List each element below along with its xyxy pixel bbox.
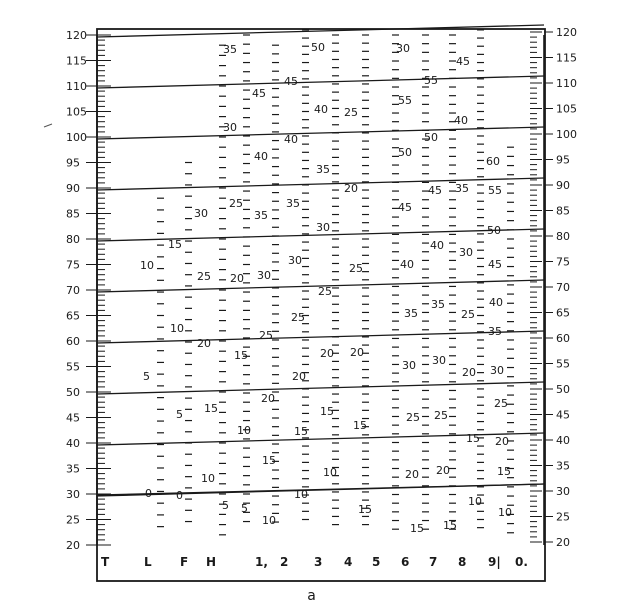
- column-value-label: 40: [454, 114, 468, 127]
- column-value-label: 50: [424, 131, 438, 144]
- left-axis-label: 65: [66, 309, 80, 323]
- column-value-label: 15: [497, 465, 511, 478]
- reference-line: [97, 76, 544, 88]
- column-value-label: 40: [284, 133, 298, 146]
- column-value-label: 40: [254, 150, 268, 163]
- column-value-label: 30: [223, 121, 237, 134]
- column-value-label: 20: [320, 347, 334, 360]
- column-value-label: 45: [488, 258, 502, 271]
- reference-line: [97, 25, 544, 37]
- bottom-label: 1,: [255, 555, 268, 569]
- column-value-label: 15: [204, 402, 218, 415]
- column-value-label: 30: [459, 246, 473, 259]
- column-value-label: 15: [443, 519, 457, 532]
- left-axis-label: 30: [66, 488, 80, 501]
- column-value-label: 15: [168, 238, 182, 251]
- column-value-label: 55: [424, 74, 438, 87]
- column-value-label: 25: [318, 285, 332, 298]
- slant-lines: [97, 25, 544, 496]
- right-axis-label: 30: [556, 485, 570, 498]
- column-value-label: 15: [262, 454, 276, 467]
- column-value-label: 20: [405, 468, 419, 481]
- column-value-label: 25: [434, 409, 448, 422]
- figure-caption: a: [307, 588, 316, 604]
- left-axis-label: 20: [66, 539, 80, 552]
- column-value-label: 10: [201, 472, 215, 485]
- left-axis-label: 95: [66, 156, 80, 170]
- right-axis-label: 25: [556, 510, 570, 524]
- column-value-label: 40: [400, 258, 414, 271]
- column-value-label: 50: [398, 146, 412, 159]
- left-axis-label: 55: [66, 360, 80, 374]
- left-axis-label: 35: [66, 462, 80, 476]
- column-value-label: 50: [487, 224, 501, 237]
- reference-line: [97, 178, 544, 190]
- column-value-label: 15: [466, 432, 480, 445]
- right-axis-label: 115: [556, 51, 577, 65]
- column-value-label: 30: [396, 42, 410, 55]
- left-axis-label: 100: [66, 131, 87, 144]
- bottom-label: 8: [458, 555, 467, 569]
- column-value-label: 45: [428, 184, 442, 197]
- left-axis-label: 120: [66, 29, 87, 42]
- left-axis-label: 85: [66, 207, 80, 221]
- column-value-label: 25: [259, 329, 273, 342]
- bottom-label: 9|: [488, 555, 501, 569]
- column-value-label: 15: [410, 522, 424, 535]
- column-value-label: 15: [320, 405, 334, 418]
- left-axis-label: 40: [66, 437, 80, 450]
- column-value-label: 30: [288, 254, 302, 267]
- column-value-label: 10: [294, 488, 308, 501]
- column-value-label: 20: [197, 337, 211, 350]
- column-value-label: 45: [456, 55, 470, 68]
- column-value-label: 55: [398, 94, 412, 107]
- right-axis-label: 40: [556, 434, 570, 447]
- column-value-label: 20: [462, 366, 476, 379]
- column-value-label: 15: [234, 349, 248, 362]
- right-axis-label: 55: [556, 357, 570, 371]
- column-value-label: 15: [358, 503, 372, 516]
- right-axis-label: 20: [556, 536, 570, 549]
- column-value-label: 5: [143, 370, 150, 383]
- right-axis-label: 90: [556, 179, 570, 192]
- column-value-label: 35: [254, 209, 268, 222]
- column-value-label: 35: [488, 325, 502, 338]
- bottom-label: H: [206, 555, 217, 569]
- bottom-label: 7: [429, 555, 438, 569]
- bottom-label: 6: [401, 555, 410, 569]
- left-axis-label: 80: [66, 233, 80, 246]
- left-scale: [66, 29, 111, 552]
- column-value-label: 25: [349, 262, 363, 275]
- column-value-label: 15: [353, 419, 367, 432]
- column-value-label: 25: [344, 106, 358, 119]
- right-axis-label: 105: [556, 102, 577, 116]
- column-value-label: 25: [291, 311, 305, 324]
- reference-line: [97, 331, 544, 343]
- column-value-label: 20: [495, 435, 509, 448]
- column-value-label: 5: [241, 502, 248, 515]
- bottom-labels: [101, 555, 528, 569]
- column-value-label: 35: [455, 182, 469, 195]
- column-value-label: 45: [284, 75, 298, 88]
- bottom-label: 4: [344, 555, 353, 569]
- left-axis-label: 60: [66, 335, 80, 348]
- column-value-label: 40: [430, 239, 444, 252]
- reference-line: [97, 127, 544, 139]
- right-axis-label: 65: [556, 306, 570, 320]
- right-axis-label: 45: [556, 408, 570, 422]
- bottom-label: 3: [314, 555, 323, 569]
- column-value-label: 35: [286, 197, 300, 210]
- column-value-label: 60: [486, 155, 500, 168]
- column-value-label: 45: [252, 87, 266, 100]
- bottom-label: L: [144, 555, 152, 569]
- right-axis-label: 85: [556, 204, 570, 218]
- bottom-label: T: [101, 555, 110, 569]
- column-value-label: 10: [262, 514, 276, 527]
- column-value-label: 45: [398, 201, 412, 214]
- column-value-label: 20: [350, 346, 364, 359]
- right-axis-label: 70: [556, 281, 570, 294]
- reference-line: [97, 484, 544, 495]
- column-value-label: 20: [261, 392, 275, 405]
- bottom-label: 0.: [515, 555, 528, 569]
- column-value-label: 0: [176, 489, 183, 502]
- column-value-label: 10: [237, 424, 251, 437]
- column-value-label: 35: [431, 298, 445, 311]
- column-value-label: 10: [140, 259, 154, 272]
- column-value-label: 30: [257, 269, 271, 282]
- right-axis-label: 75: [556, 255, 570, 269]
- column-value-label: 40: [314, 103, 328, 116]
- column-value-label: 25: [229, 197, 243, 210]
- right-axis-label: 120: [556, 26, 577, 39]
- column-value-label: 20: [230, 272, 244, 285]
- right-axis-label: 95: [556, 153, 570, 167]
- right-scale: [530, 26, 577, 549]
- column-value-label: 30: [194, 207, 208, 220]
- right-axis-label: 110: [556, 77, 577, 90]
- column-value-label: 40: [489, 296, 503, 309]
- column-value-label: 25: [197, 270, 211, 283]
- left-axis-label: 45: [66, 411, 80, 425]
- column-value-label: 35: [404, 307, 418, 320]
- column-labels: [140, 41, 512, 535]
- column-value-label: 35: [223, 43, 237, 56]
- left-axis-label: 25: [66, 513, 80, 527]
- column-value-label: 20: [292, 370, 306, 383]
- column-value-label: 30: [490, 364, 504, 377]
- column-value-label: 30: [316, 221, 330, 234]
- left-axis-label: 115: [66, 54, 87, 68]
- bottom-label: 5: [372, 555, 381, 569]
- column-value-label: 55: [488, 184, 502, 197]
- right-axis-label: 50: [556, 383, 570, 396]
- column-value-label: 10: [498, 506, 512, 519]
- column-value-label: 10: [170, 322, 184, 335]
- column-value-label: 25: [494, 397, 508, 410]
- column-value-label: 5: [222, 499, 229, 512]
- column-value-label: 25: [406, 411, 420, 424]
- right-axis-label: 35: [556, 459, 570, 473]
- column-value-label: 30: [432, 354, 446, 367]
- column-value-label: 20: [344, 182, 358, 195]
- column-value-label: 15: [294, 425, 308, 438]
- column-value-label: 35: [316, 163, 330, 176]
- reference-line: [97, 382, 544, 394]
- left-axis-label: 75: [66, 258, 80, 272]
- column-value-label: 10: [323, 466, 337, 479]
- left-axis-label: 90: [66, 182, 80, 195]
- column-value-label: 0: [145, 487, 152, 500]
- left-axis-label: 50: [66, 386, 80, 399]
- right-axis-label: 60: [556, 332, 570, 345]
- right-axis-label: 100: [556, 128, 577, 141]
- left-axis-label: 70: [66, 284, 80, 297]
- column-value-label: 30: [402, 359, 416, 372]
- column-value-label: 10: [468, 495, 482, 508]
- stray-mark: [44, 124, 52, 127]
- bottom-label: 2: [280, 555, 289, 569]
- column-value-label: 20: [436, 464, 450, 477]
- right-axis-label: 80: [556, 230, 570, 243]
- left-axis-label: 105: [66, 105, 87, 119]
- column-value-label: 25: [461, 308, 475, 321]
- column-value-label: 5: [176, 408, 183, 421]
- bottom-label: F: [180, 555, 189, 569]
- left-axis-label: 110: [66, 80, 87, 93]
- column-value-label: 50: [311, 41, 325, 54]
